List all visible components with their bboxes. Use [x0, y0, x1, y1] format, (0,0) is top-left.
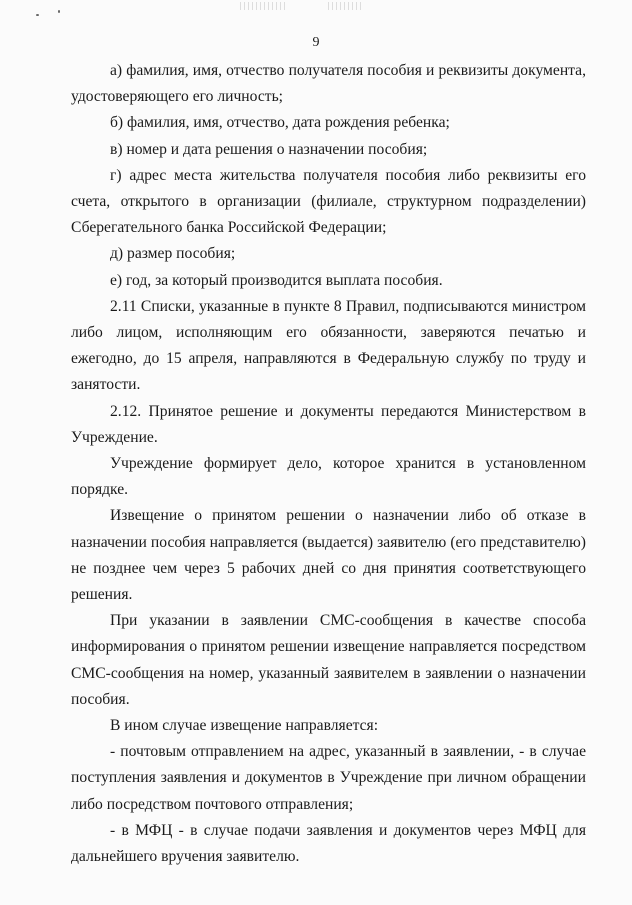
scan-noise	[328, 2, 364, 10]
body-text	[71, 58, 586, 870]
scan-noise	[240, 2, 286, 10]
list-item-d: г) адрес места жительства получателя пособия либо реквизиты его счета, открытого в организации (филиале, структурном подразделении) Сберегательного банка Российской Федерации;	[71, 166, 586, 237]
scan-speck	[58, 10, 60, 13]
clause-2-11: 2.11 Списки, указанные в пункте 8 Правил, подписываются министром либо лицом, исполняющим его обязанности, заверяются печатью и ежегодно, до 15 апреля, направляются в Федеральную службу по труду и занятости.	[71, 297, 586, 394]
page-number: 9	[312, 35, 320, 50]
paragraph-sms: При указании в заявлении СМС-сообщения в качестве способа информирования о принятом решении извещение направляется посредством СМС-сообщения на номер, указанный заявителем в заявлении о назначении пособия.	[71, 612, 586, 708]
paragraph-case-file: Учреждение формирует дело, которое хранится в установленном порядке.	[71, 455, 586, 499]
list-item-b: б) фамилия, имя, отчество, дата рождения ребенка;	[110, 114, 450, 132]
list-item-a: а) фамилия, имя, отчество получателя пособия и реквизиты документа, удостоверяющего его личность;	[71, 62, 586, 106]
list-item-mfc: - в МФЦ - в случае подачи заявления и документов через МФЦ для дальнейшего вручения заявителю.	[71, 821, 586, 866]
list-item-e: д) размер пособия;	[110, 245, 236, 263]
paragraph-otherwise: В ином случае извещение направляется:	[110, 717, 379, 735]
clause-2-12: 2.12. Принятое решение и документы передаются Министерством в Учреждение.	[71, 402, 586, 446]
list-item-post: - почтовым отправлением на адрес, указанный в заявлении, - в случае поступления заявления и документов в Учреждение при личном обращении либо посредством почтового отправления;	[71, 743, 586, 813]
paragraph-notice: Извещение о принятом решении о назначении либо об отказе в назначении пособия направляется (выдается) заявителю (его представителю) не позднее чем через 5 рабочих дней со дня принятия соответствующего решения.	[71, 507, 586, 604]
scan-speck	[36, 14, 39, 16]
list-item-f: е) год, за который производится выплата пособия.	[110, 271, 443, 289]
list-item-c: в) номер и дата решения о назначении пособия;	[110, 140, 428, 158]
